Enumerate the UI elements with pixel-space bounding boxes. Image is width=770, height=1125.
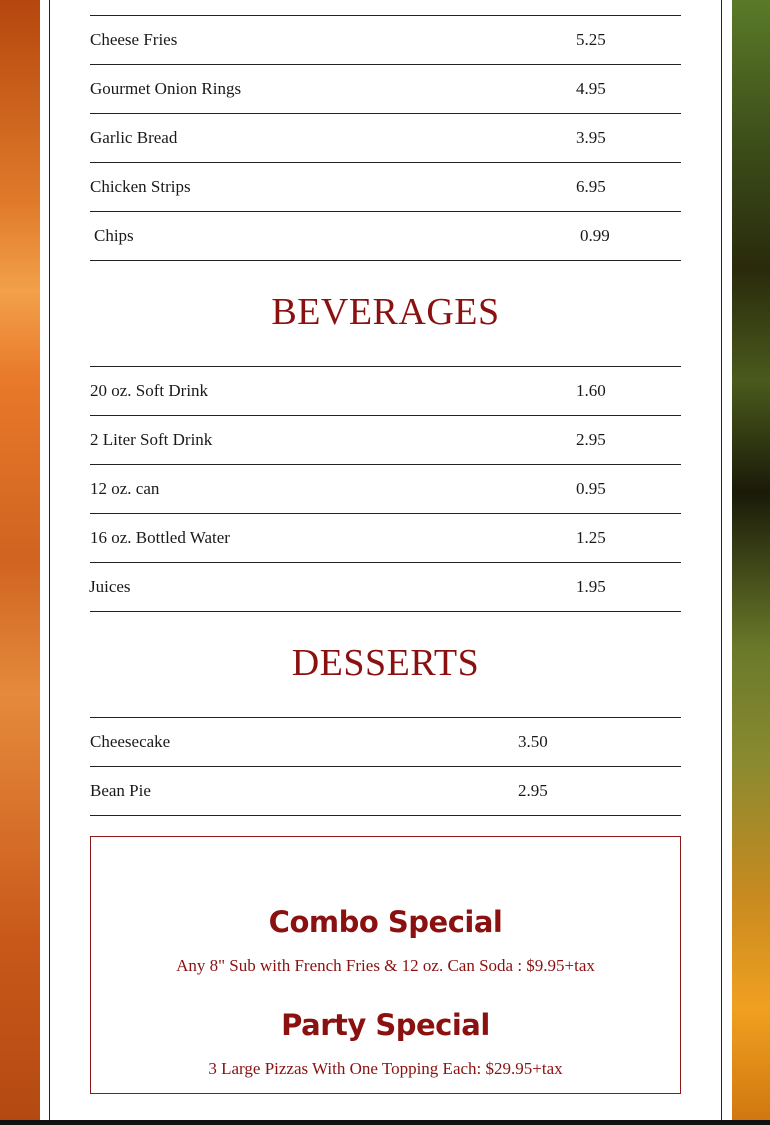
item-price: 2.95	[576, 430, 606, 449]
menu-item-row	[90, 367, 681, 416]
bottom-bar	[0, 1120, 770, 1125]
item-price: 3.50	[518, 732, 548, 751]
item-name: Chicken Strips	[90, 177, 191, 196]
item-price: 1.95	[576, 577, 606, 596]
item-name: 20 oz. Soft Drink	[90, 381, 209, 400]
menu-item-row	[90, 563, 681, 612]
item-price: 0.95	[576, 479, 606, 498]
item-name: Cheesecake	[90, 732, 171, 751]
beverages-section	[90, 283, 681, 341]
menu-item-row	[90, 16, 681, 65]
item-name: Bean Pie	[90, 781, 151, 800]
menu-item-row	[90, 212, 681, 261]
item-name: 16 oz. Bottled Water	[90, 528, 230, 547]
item-name: Gourmet Onion Rings	[90, 79, 242, 98]
menu-item-row	[90, 465, 681, 514]
item-name: Juices	[89, 577, 131, 596]
combo-special-title: Combo Special	[268, 905, 503, 939]
item-name: Cheese Fries	[90, 30, 178, 49]
item-price: 2.95	[518, 781, 548, 800]
specials-box	[90, 836, 681, 1094]
menu-item-row	[90, 163, 681, 212]
party-special-title: Party Special	[281, 1008, 490, 1042]
menu-page	[40, 0, 732, 1120]
combo-special-description: Any 8" Sub with French Fries & 12 oz. Can Soda : $9.95+tax	[176, 956, 595, 975]
desserts-section	[90, 634, 681, 692]
desserts-list	[90, 717, 681, 816]
item-name: Garlic Bread	[90, 128, 178, 147]
section-title-desserts: DESSERTS	[291, 642, 480, 684]
page-border-right	[721, 0, 722, 1120]
section-title-beverages: BEVERAGES	[271, 291, 500, 333]
background-right-photo	[732, 0, 770, 1120]
menu-item-row	[90, 514, 681, 563]
item-price: 6.95	[576, 177, 606, 196]
item-price: 3.95	[576, 128, 606, 147]
item-name: 12 oz. can	[90, 479, 160, 498]
page-border-left	[49, 0, 50, 1120]
menu-item-row	[90, 718, 681, 767]
menu-item-row	[90, 114, 681, 163]
item-price: 4.95	[576, 79, 606, 98]
item-name: 2 Liter Soft Drink	[90, 430, 213, 449]
beverages-list	[90, 366, 681, 612]
party-special-description: 3 Large Pizzas With One Topping Each: $29.95+tax	[208, 1059, 563, 1078]
item-price: 0.99	[580, 226, 610, 245]
menu-item-row	[90, 416, 681, 465]
item-price: 1.60	[576, 381, 606, 400]
sides-list	[90, 15, 681, 261]
item-price: 5.25	[576, 30, 606, 49]
background-left-photo	[0, 0, 40, 1120]
menu-item-row	[90, 767, 681, 816]
menu-item-row	[90, 65, 681, 114]
item-price: 1.25	[576, 528, 606, 547]
item-name: Chips	[94, 226, 134, 245]
